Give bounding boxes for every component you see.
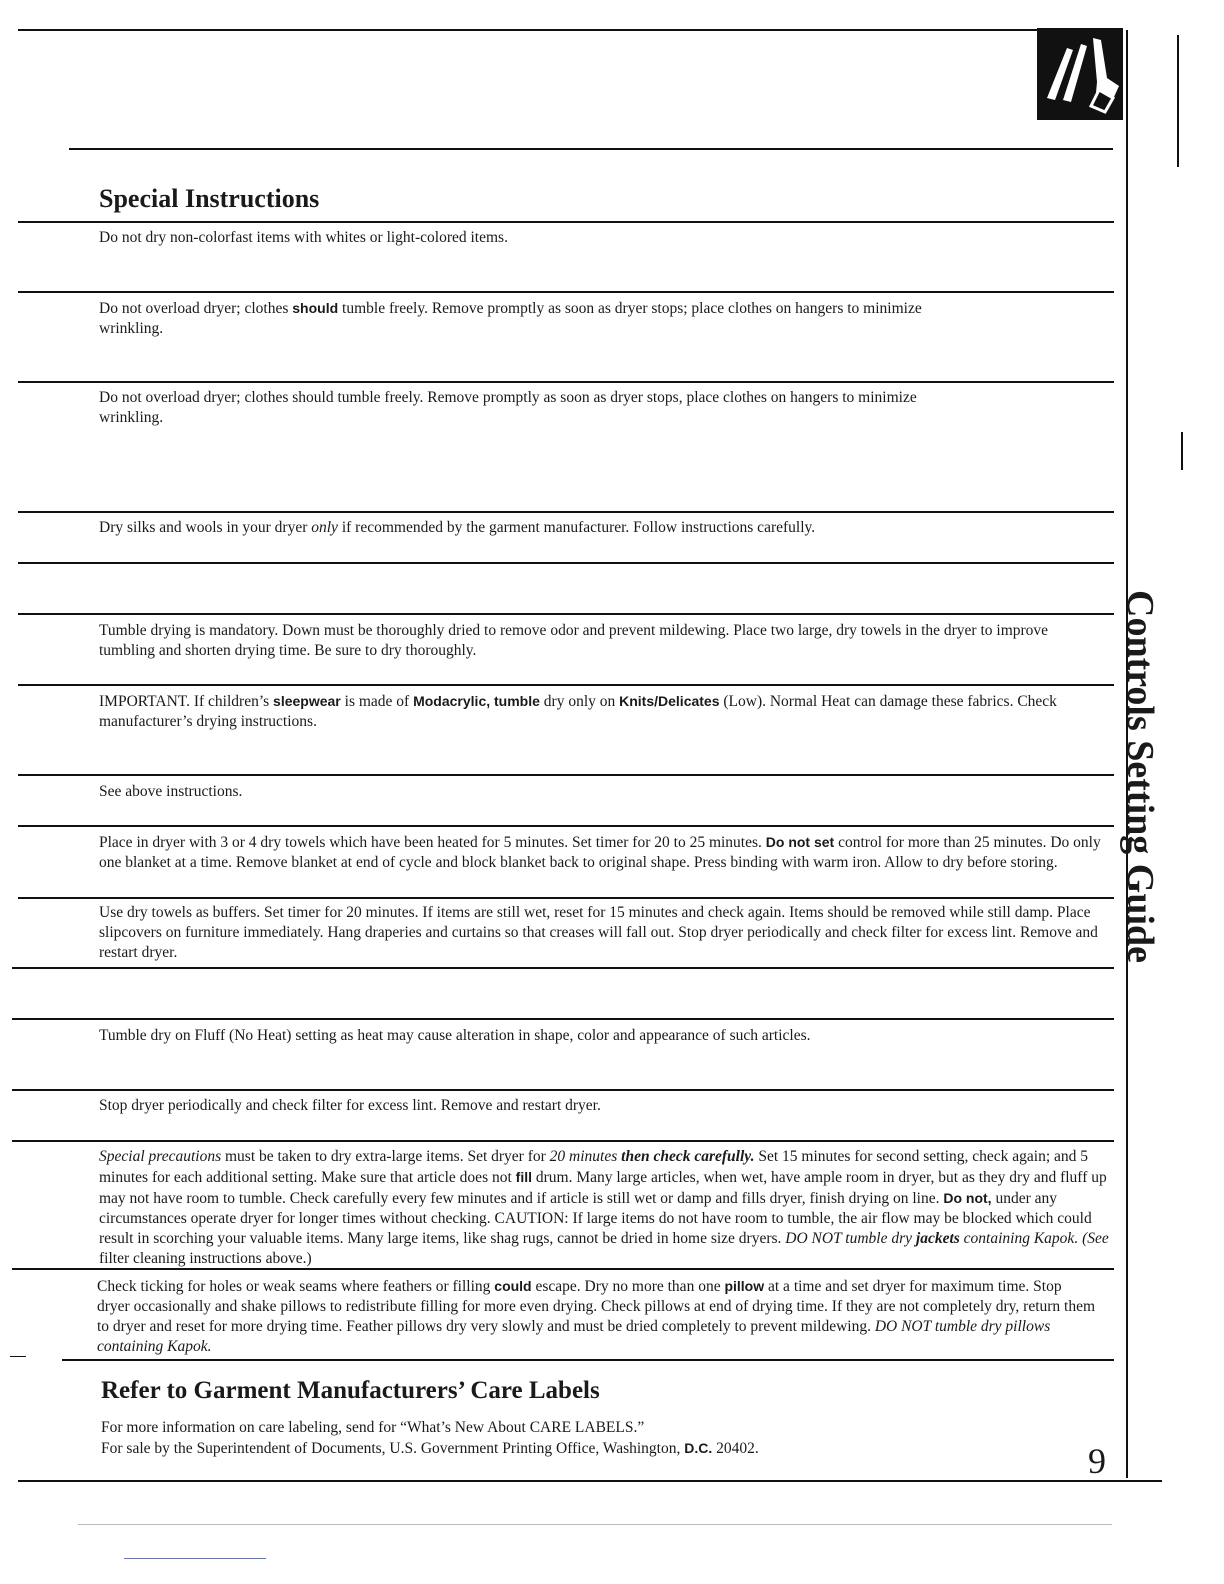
side-title: Controls Setting Guide <box>1119 590 1161 964</box>
page-bottom-accent <box>124 1558 266 1559</box>
header-bottom-rule <box>69 148 1113 150</box>
margin-tick <box>10 1356 26 1357</box>
row-divider <box>62 1359 1114 1361</box>
text-run: at a time and set dryer for maximum time. Stop dryer occasionally and shake pillows to redistribute filling for more even drying. Check pillows at end of drying time. If they are not completely dry, return them to dryer and reset for more drying time. Feather pillows dry very slowly and must be dried completely to prevent mildewing. <box>97 1278 1096 1335</box>
text-run: pillow <box>724 1278 765 1294</box>
row-divider <box>18 511 1114 513</box>
text-run: Knits/Delicates <box>619 693 720 709</box>
text-run: See above instructions. <box>99 783 243 800</box>
row-divider <box>18 897 1114 899</box>
row-divider <box>12 967 1114 969</box>
row-divider <box>18 613 1114 615</box>
text-run: sleepwear <box>273 693 341 709</box>
text-run: Modacrylic, tumble <box>413 693 540 709</box>
text-run: DO NOT tumble dry pillows containing Kapok. <box>97 1318 1051 1355</box>
care-labels-line-2 <box>101 1438 1113 1459</box>
text-run: Do not overload dryer; clothes <box>99 300 293 317</box>
instruction-row <box>99 691 1079 732</box>
instruction-row <box>99 782 1111 802</box>
text-run: Set 15 minutes for second setting, check again; and 5 minutes for each additional setting. Make sure that article does not <box>99 1148 1089 1186</box>
row-divider <box>18 381 1114 383</box>
text-run: is made of <box>340 693 414 710</box>
instruction-row <box>99 518 1111 538</box>
header-top-rule <box>18 29 1038 31</box>
text-run: escape. Dry no more than one <box>531 1278 725 1295</box>
text-run: DO NOT tumble dry <box>785 1230 916 1247</box>
row-divider <box>12 1089 1114 1091</box>
instruction-row <box>99 388 979 428</box>
text-run: Check ticking for holes or weak seams where feathers or filling <box>97 1278 495 1295</box>
text-run: fill <box>515 1169 532 1185</box>
section-title-rule <box>18 221 1114 223</box>
care-labels-line-2-text: For sale by the Superintendent of Documents, U.S. Government Printing Office, Washington, <box>101 1440 685 1457</box>
footer-rule <box>18 1480 1162 1482</box>
section-title: Special Instructions <box>99 184 320 213</box>
row-divider <box>12 1018 1114 1020</box>
text-run: IMPORTANT. If children’s <box>99 693 274 710</box>
text-run: if recommended by the garment manufacturer. Follow instructions carefully. <box>337 519 816 536</box>
instruction-row <box>99 1026 1111 1046</box>
edge-mark-top <box>1177 35 1179 167</box>
text-run: Dry silks and wools in your dryer <box>99 519 312 536</box>
instruction-row <box>99 1096 1111 1116</box>
text-run: under any circumstances operate dryer for longer times without checking. CAUTION: If large items do not have room to tumble, the air flow may be blocked which could result in scorching your valuable items. Many large items, like shag rugs, cannot be dried in home size dryers. <box>99 1190 1092 1247</box>
text-run: Stop dryer periodically and check filter for excess lint. Remove and restart dryer. <box>99 1097 601 1114</box>
hand-pointing-icon <box>1037 28 1123 120</box>
text-run: Do not overload dryer; clothes should tumble freely. Remove promptly as soon as dryer stops, place clothes on hangers to minimize wrinkling. <box>99 389 917 426</box>
text-run: only <box>311 519 338 536</box>
text-run: Tumble drying is mandatory. Down must be thoroughly dried to remove odor and prevent mildewing. Place two large, dry towels in the dryer to improve tumbling and shorten drying time. Be sure to dry thoroughly. <box>99 622 1049 659</box>
row-divider <box>18 684 1114 686</box>
page-bottom-rule <box>78 1524 1112 1525</box>
row-divider <box>18 774 1114 776</box>
text-run: Use dry towels as buffers. Set timer for 20 minutes. If items are still wet, reset for 15 minutes and check again. Items should be removed while still damp. Place slipcovers on furniture immediately. Hang draperies and curtains so that creases will fall out. Stop dryer periodically and check filter for excess lint. Remove and restart dryer. <box>99 904 1098 961</box>
text-run: Do not, <box>943 1190 992 1206</box>
instruction-row <box>99 298 979 339</box>
instruction-row <box>99 832 1111 873</box>
care-labels-line-1: For more information on care labeling, send for “What’s New About CARE LABELS.” <box>101 1419 645 1436</box>
text-run: drum. Many large articles, when wet, have ample room in dryer, but as they dry and fluff up may not have room to tumble. Check carefully every few minutes and if article is still wet or damp and fills dryer, finish drying on line. <box>99 1169 1107 1207</box>
text-run: could <box>494 1278 532 1294</box>
text-run: tumble freely. Remove promptly as soon as dryer stops; place clothes on hangers to minimize wrinkling. <box>99 300 922 337</box>
row-divider <box>12 1140 1114 1142</box>
instruction-row <box>99 1147 1111 1269</box>
row-divider <box>18 291 1114 293</box>
text-run: jackets <box>915 1230 960 1247</box>
care-labels-line-2-end: 20402. <box>712 1440 759 1457</box>
text-run: control for more than 25 minutes. Do only one blanket at a time. Remove blanket at end of cycle and block blanket back to original shape. Press binding with warm iron. Allow to dry before storing. <box>99 834 1101 871</box>
instruction-row <box>99 903 1111 963</box>
text-run: Place in dryer with 3 or 4 dry towels which have been heated for 5 minutes. Set timer for 20 to 25 minutes. <box>99 834 766 851</box>
care-labels-line-2-bold: D.C. <box>684 1440 713 1456</box>
text-run: Do not dry non-colorfast items with whites or light-colored items. <box>99 229 508 246</box>
text-run: containing Kapok. (See <box>959 1230 1109 1247</box>
text-run: must be taken to dry extra-large items. Set dryer for <box>221 1148 550 1165</box>
edge-mark-middle <box>1181 432 1183 470</box>
care-labels-title: Refer to Garment Manufacturers’ Care Labels <box>101 1377 600 1404</box>
instruction-row <box>99 621 1079 661</box>
text-run: then check carefully. <box>621 1148 755 1165</box>
text-run: Do not set <box>765 834 835 850</box>
text-run: Tumble dry on Fluff (No Heat) setting as heat may cause alteration in shape, color and appearance of such articles. <box>99 1027 811 1044</box>
text-run: filter cleaning instructions above.) <box>99 1250 312 1267</box>
instruction-row <box>99 228 1111 248</box>
page-number: 9 <box>1088 1441 1106 1481</box>
text-run: (Low). Normal Heat can damage these fabrics. Check manufacturer’s drying instructions. <box>99 693 1057 730</box>
row-divider <box>12 1268 1114 1270</box>
row-divider <box>18 562 1114 564</box>
text-run: should <box>292 300 339 316</box>
text-run: Special precautions <box>99 1148 222 1165</box>
instruction-row <box>97 1276 1097 1357</box>
text-run: dry only on <box>539 693 620 710</box>
text-run: 20 minutes <box>549 1148 618 1165</box>
row-divider <box>18 825 1114 827</box>
